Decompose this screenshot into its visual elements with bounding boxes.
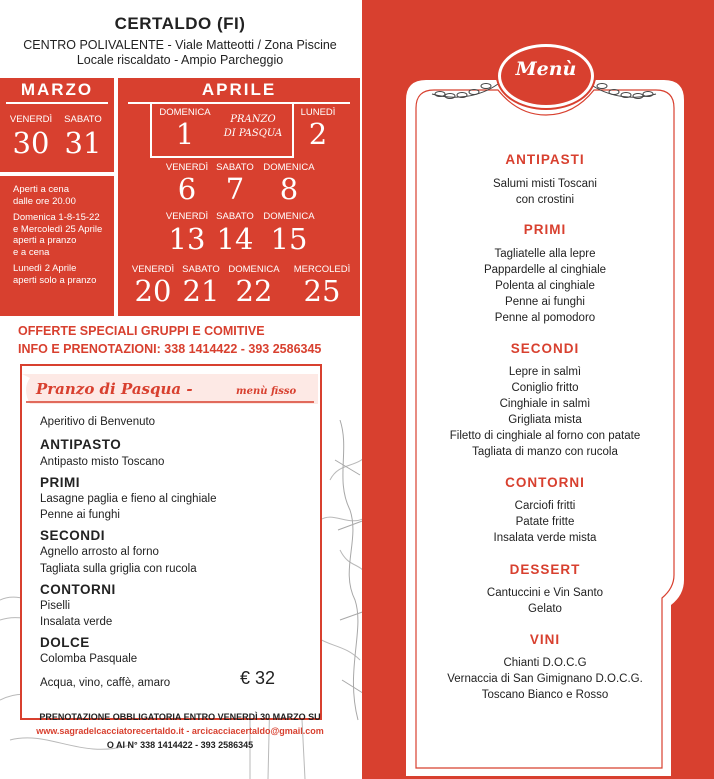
info-line: e a cena [13,246,50,258]
day-name: DOMENICA [228,264,280,275]
menu-item: Acqua, vino, caffè, amaro [40,677,171,689]
info-line: aperti solo a pranzo [13,274,97,286]
day-number: 31 [64,126,102,160]
booking-info: INFO E PRENOTAZIONI: 338 1414422 - 393 2586345 [18,342,322,356]
group-offers: OFFERTE SPECIALI GRUPPI E COMITIVE [18,324,265,338]
menu-item: Aperitivo di Benvenuto [40,416,156,428]
day-name: MERCOLEDÌ [293,264,351,275]
venue-title: CERTALDO (FI) [114,14,246,33]
menu-title: Menù [515,58,577,80]
menu-item: Filetto di cinghiale al forno con patate [449,430,641,442]
calendar-marzo [0,78,114,172]
booking-website[interactable]: www.sagradelcacciatorecertaldo.it - arcicacciacertaldo@gmail.com [36,726,324,736]
info-line: Lunedì 2 Aprile [13,263,77,274]
laurel-right-icon [586,72,660,106]
menu-item: Penne al pomodoro [494,312,596,324]
venue-amenities: Locale riscaldato - Ampio Parcheggio [76,53,284,67]
menu-item: Penne ai funghi [40,509,120,521]
info-line: Domenica 1-8-15-22 [13,212,100,223]
course-heading: CONTORNI [505,475,585,490]
easter-menu-title: Pranzo di Pasqua - [36,380,193,398]
pranzo-label: PRANZO [230,114,276,125]
day-number: 13 [168,222,206,256]
menu-item: Tagliata di manzo con rucola [472,446,618,458]
menu-item: Cinghiale in salmì [499,398,591,410]
month-marzo: MARZO [20,80,94,99]
course-heading: ANTIPASTO [40,437,122,452]
day-name: DOMENICA [263,162,315,173]
info-line: e Mercoledì 25 Aprile [13,223,103,235]
day-name: LUNEDÌ [300,107,336,118]
day-name: SABATO [216,162,254,173]
day-number: 22 [235,274,273,308]
booking-phone: O AI N° 338 1414422 - 393 2586345 [106,740,254,750]
menu-item: Antipasto misto Toscano [40,456,165,468]
day-name: SABATO [182,264,220,275]
menu-item: Insalata verde [40,616,113,628]
day-number: 2 [308,117,328,151]
day-number: 14 [216,222,254,256]
day-number: 30 [12,126,50,160]
menu-item: Lasagne paglia e fieno al cinghiale [40,493,217,505]
menu-item: Toscano Bianco e Rosso [481,689,609,701]
menu-item: Lepre in salmì [508,366,582,378]
menu-item: Insalata verde mista [493,532,597,544]
menu-item: Agnello arrosto al forno [40,546,159,558]
month-aprile: APRILE [201,80,277,99]
menu-price: € 32 [240,668,276,688]
course-heading: CONTORNI [40,582,116,597]
menu-item: Chianti D.O.C.G [503,657,587,669]
menu-item: Vernaccia di San Gimignano D.O.C.G. [447,673,643,685]
day-number: 8 [279,172,299,206]
menu-item: Tagliata sulla griglia con rucola [40,563,197,575]
day-number: 21 [182,274,220,308]
easter-menu-subtitle: menù fisso [236,386,297,397]
opening-info [0,176,114,316]
day-name: VENERDÌ [9,114,53,125]
day-number: 20 [134,274,172,308]
menu-item: Piselli [40,600,71,612]
venue-address: CENTRO POLIVALENTE - Viale Matteotti / Zona Piscine [23,38,337,52]
day-name: VENERDÌ [165,211,209,222]
menu-item: Grigliata mista [508,414,582,426]
laurel-left-icon [428,72,502,106]
day-name: SABATO [64,114,102,125]
day-number: 25 [303,274,341,308]
menu-item: Patate fritte [515,516,575,528]
menu-item: Carciofi fritti [514,500,576,512]
course-heading: PRIMI [40,475,81,490]
menu-item: Colomba Pasquale [40,653,138,665]
day-name: VENERDÌ [131,264,175,275]
day-number: 6 [177,172,197,206]
day-number: 1 [175,117,195,151]
menu-item: Polenta al cinghiale [495,280,595,292]
course-heading: PRIMI [523,222,567,237]
menu-item: con crostini [515,194,575,206]
course-heading: SECONDI [40,528,106,543]
info-line: dalle ore 20.00 [13,195,76,207]
pasqua-label: DI PASQUA [223,128,283,139]
menu-item: Coniglio fritto [511,382,579,394]
course-heading: ANTIPASTI [505,152,585,167]
day-name: VENERDÌ [165,162,209,173]
info-line: Aperti a cena [13,184,69,195]
menu-item: Penne ai funghi [505,296,585,308]
booking-note: PRENOTAZIONE OBBLIGATORIA ENTRO VENERDÌ 30 MARZO SU [39,712,321,722]
course-heading: VINI [529,632,561,647]
menu-item: Cantuccini e Vin Santo [486,587,604,599]
day-name: SABATO [216,211,254,222]
course-heading: SECONDI [510,341,580,356]
day-number: 7 [225,172,245,206]
menu-item: Salumi misti Toscani [493,178,597,190]
menu-item: Pappardelle al cinghiale [483,264,607,276]
course-heading: DESSERT [509,562,581,577]
day-name: DOMENICA [263,211,315,222]
day-number: 15 [270,222,308,256]
course-heading: DOLCE [40,635,90,650]
menu-item: Tagliatelle alla lepre [494,248,596,260]
menu-item: Gelato [528,603,562,615]
info-line: aperti a pranzo [13,235,77,246]
day-name: DOMENICA [159,107,211,118]
